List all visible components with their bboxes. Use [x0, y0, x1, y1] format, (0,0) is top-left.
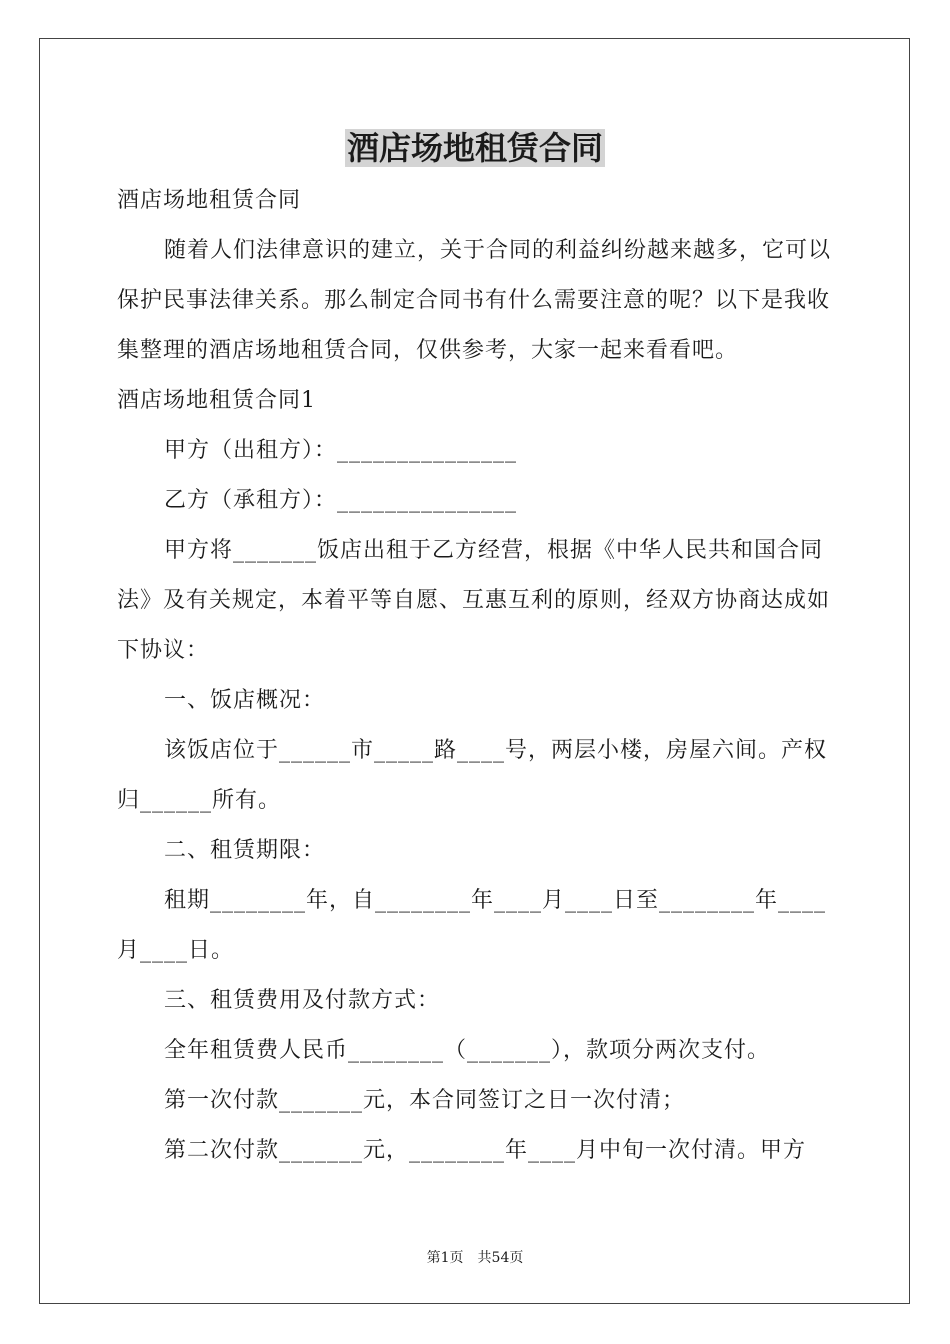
- clause1-heading: 一、饭店概况：: [164, 688, 326, 713]
- page-number: 第1页 共54页: [426, 1250, 524, 1266]
- intro-paragraph: 随着人们法律意识的建立，关于合同的利益纠纷越来越多，它可以保护民事法律关系。那么制定合同书有什么需要注意的呢？以下是我收集整理的酒店场地租赁合同，仅供参考，大家一起来看看吧。: [117, 238, 832, 363]
- document-body: [117, 176, 833, 1176]
- clause3-heading: 三、租赁费用及付款方式：: [164, 988, 441, 1013]
- payment2-line: 第二次付款_______元，________年____月中旬一次付清。甲方: [164, 1138, 807, 1163]
- section-heading: 酒店场地租赁合同1: [117, 388, 316, 413]
- clause2-body: 租期________年，自________年____月____日至________年____月____日。: [117, 888, 827, 963]
- document-title-text: 酒店场地租赁合同: [346, 129, 603, 167]
- clause2-heading: 二、租赁期限：: [164, 838, 326, 863]
- document-title: [0, 125, 950, 171]
- clause1-body: 该饭店位于______市_____路____号，两层小楼，房屋六间。产权归______所有。: [117, 738, 828, 813]
- clause3-body: 全年租赁费人民币________（_______），款项分两次支付。: [164, 1038, 771, 1063]
- party-b-line: 乙方（承租方）：_______________: [164, 488, 518, 513]
- preamble-paragraph: 甲方将_______饭店出租于乙方经营，根据《中华人民共和国合同法》及有关规定，本着平等自愿、互惠互利的原则，经双方协商达成如下协议：: [117, 538, 831, 663]
- document-subtitle: 酒店场地租赁合同: [117, 188, 302, 213]
- page-footer: [0, 1247, 950, 1267]
- party-a-line: 甲方（出租方）：_______________: [164, 438, 518, 463]
- payment1-line: 第一次付款_______元，本合同签订之日一次付清；: [164, 1088, 686, 1113]
